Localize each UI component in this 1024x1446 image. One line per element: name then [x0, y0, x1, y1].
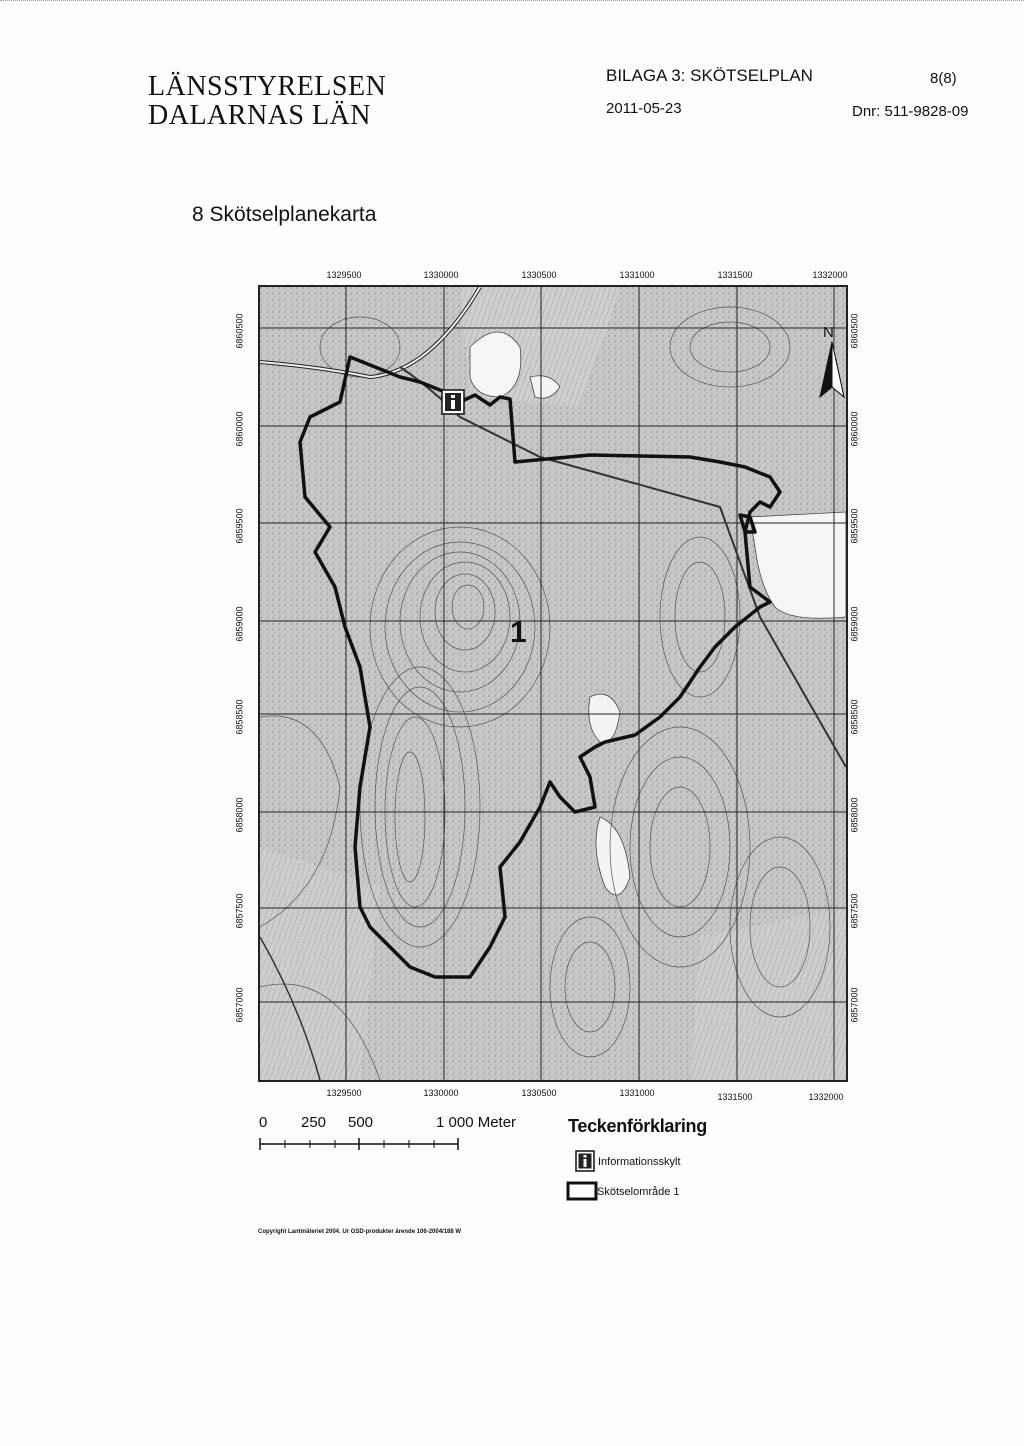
x-tick-top: 1332000 [812, 270, 848, 280]
lake [470, 332, 521, 397]
document-dnr: Dnr: 511-9828-09 [852, 103, 969, 120]
scale-label-0: 0 [259, 1114, 268, 1131]
legend-boundary-swatch [566, 1181, 598, 1201]
y-tick-left: 6860000 [234, 411, 245, 447]
legend-info-label: Informationsskylt [598, 1156, 681, 1168]
legend-title: Teckenförklaring [568, 1116, 707, 1136]
y-tick-left: 6858000 [234, 797, 245, 833]
x-tick-bottom: 1331000 [619, 1088, 655, 1098]
y-tick-right: 6859000 [849, 606, 860, 642]
y-tick-left: 6858500 [234, 699, 245, 735]
x-tick-top: 1331000 [619, 270, 655, 280]
topographic-map [260, 287, 846, 1080]
page-number: 8(8) [930, 70, 957, 87]
y-tick-left: 6859500 [234, 508, 245, 544]
x-tick-bottom: 1331500 [717, 1092, 753, 1102]
information-sign-icon [442, 390, 464, 414]
y-tick-left: 6857500 [234, 893, 245, 929]
scan-edge-dots [0, 0, 1024, 5]
legend-area-label: Skötselområde 1 [597, 1186, 680, 1198]
y-tick-right: 6859500 [849, 508, 860, 544]
field-area [260, 847, 380, 1080]
x-tick-bottom: 1329500 [326, 1088, 362, 1098]
y-tick-right: 6857000 [849, 987, 860, 1023]
org-name-line2: DALARNAS LÄN [148, 100, 371, 131]
map-title: 8 Skötselplanekarta [192, 203, 377, 226]
y-tick-right: 6858500 [849, 699, 860, 735]
scale-label-1000: 1 000 Meter [436, 1114, 517, 1131]
x-tick-bottom: 1332000 [808, 1092, 844, 1102]
area-number-label: 1 [510, 616, 527, 649]
x-tick-top: 1330500 [521, 270, 557, 280]
y-tick-right: 6860000 [849, 411, 860, 447]
document-title: BILAGA 3: SKÖTSELPLAN [606, 66, 813, 85]
y-tick-left: 6860500 [234, 313, 245, 349]
y-tick-left: 6857000 [234, 987, 245, 1023]
y-tick-left: 6859000 [234, 606, 245, 642]
y-tick-right: 6858000 [849, 797, 860, 833]
y-tick-right: 6860500 [849, 313, 860, 349]
x-tick-top: 1329500 [326, 270, 362, 280]
y-tick-right: 6857500 [849, 893, 860, 929]
legend-info-sign-icon [575, 1150, 595, 1172]
document-date: 2011-05-23 [606, 100, 682, 117]
x-tick-bottom: 1330000 [423, 1088, 459, 1098]
scale-label-250: 250 [301, 1114, 327, 1131]
map-frame [258, 285, 848, 1082]
x-tick-top: 1330000 [423, 270, 459, 280]
copyright-notice: Copyright Lantmäteriet 2004. Ur GSD-produkter ärende 106-2004/188 W [258, 1229, 462, 1235]
scale-bar [258, 1136, 462, 1152]
scale-label-500: 500 [348, 1114, 374, 1131]
x-tick-bottom: 1330500 [521, 1088, 557, 1098]
x-tick-top: 1331500 [717, 270, 753, 280]
north-label: N [823, 324, 834, 341]
org-name-line1: LÄNSSTYRELSEN [148, 71, 387, 102]
